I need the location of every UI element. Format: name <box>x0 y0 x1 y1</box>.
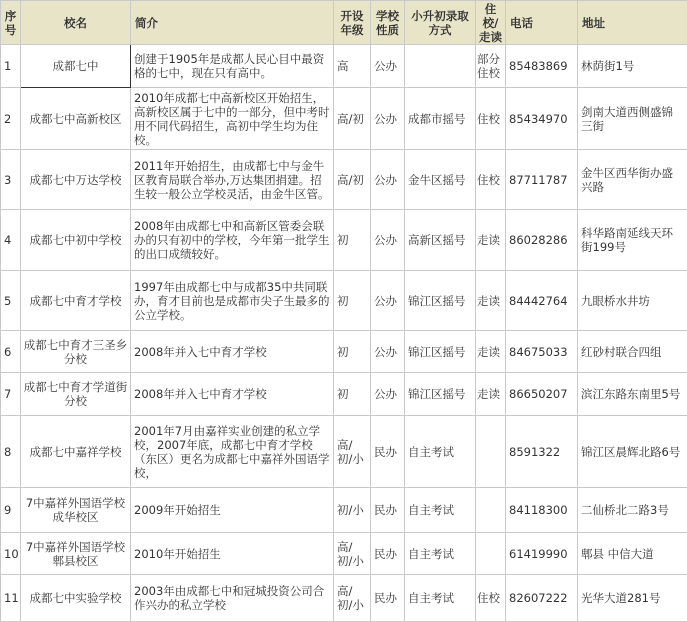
cell-no: 5 <box>1 271 21 331</box>
cell-admission: 自主考试 <box>405 575 476 622</box>
cell-phone: 86028286 <box>506 210 578 271</box>
cell-nature: 民办 <box>371 488 405 533</box>
cell-grade: 高 <box>334 45 371 88</box>
cell-nature: 公办 <box>371 210 405 271</box>
cell-intro: 1997年由成都七中与成都35中共同联办，育才目前也是成都市尖子生最多的公立学校。 <box>131 271 334 331</box>
cell-board: 走读 <box>476 271 506 331</box>
table-row <box>1 331 687 373</box>
cell-address: 郫县 中信大道 <box>578 533 687 575</box>
cell-board: 走读 <box>476 373 506 416</box>
cell-address: 林荫街1号 <box>578 45 687 88</box>
cell-name[interactable]: 成都七中 <box>21 45 131 88</box>
cell-grade: 高/初/小 <box>334 575 371 622</box>
cell-address: 九眼桥水井坊 <box>578 271 687 331</box>
cell-board <box>476 533 506 575</box>
cell-name: 成都七中育才学道街分校 <box>21 373 131 416</box>
cell-no: 2 <box>1 88 21 150</box>
table-row <box>1 373 687 416</box>
cell-nature: 公办 <box>371 373 405 416</box>
cell-admission: 自主考试 <box>405 533 476 575</box>
table-row <box>1 210 687 271</box>
cell-address: 金牛区西华街办盛兴路 <box>578 150 687 210</box>
cell-name: 成都七中实验学校 <box>21 575 131 622</box>
cell-board: 走读 <box>476 331 506 373</box>
cell-intro: 2009年开始招生 <box>131 488 334 533</box>
cell-no: 3 <box>1 150 21 210</box>
cell-phone: 82607222 <box>506 575 578 622</box>
cell-board <box>476 488 506 533</box>
cell-no: 10 <box>1 533 21 575</box>
cell-intro: 2011年开始招生，由成都七中与金牛区教育局联合举办,万达集团捐建。招生较一般公立学校灵活，由金牛区管。 <box>131 150 334 210</box>
table-row <box>1 45 687 88</box>
cell-intro: 2008年由成都七中和高新区管委会联办的只有初中的学校，今年第一批学生的出口成绩较好。 <box>131 210 334 271</box>
cell-name: 成都七中万达学校 <box>21 150 131 210</box>
cell-admission: 锦江区摇号 <box>405 331 476 373</box>
cell-phone: 87711787 <box>506 150 578 210</box>
table-row <box>1 575 687 622</box>
cell-nature: 民办 <box>371 575 405 622</box>
header-name: 校名 <box>21 1 131 45</box>
cell-board: 部分住校 <box>476 45 506 88</box>
cell-grade: 高/初/小 <box>334 533 371 575</box>
header-intro: 简介 <box>131 1 334 45</box>
cell-phone: 61419990 <box>506 533 578 575</box>
cell-intro: 2010年成都七中高新校区开始招生，高新校区属于七中的一部分，但中考时用不同代码招生，高初中学生均为住校。 <box>131 88 334 150</box>
cell-admission: 锦江区摇号 <box>405 373 476 416</box>
cell-admission: 自主考试 <box>405 416 476 488</box>
cell-board: 走读 <box>476 210 506 271</box>
cell-nature: 公办 <box>371 150 405 210</box>
cell-address: 滨江东路东南里5号 <box>578 373 687 416</box>
table-row <box>1 88 687 150</box>
cell-board: 住校 <box>476 88 506 150</box>
cell-no: 7 <box>1 373 21 416</box>
header-grade: 开设年级 <box>334 1 371 45</box>
header-address: 地址 <box>578 1 687 45</box>
cell-address: 剑南大道西侧盛锦三街 <box>578 88 687 150</box>
cell-grade: 初 <box>334 210 371 271</box>
cell-phone: 84675033 <box>506 331 578 373</box>
cell-grade: 初/小 <box>334 488 371 533</box>
cell-name: 成都七中高新校区 <box>21 88 131 150</box>
cell-intro: 创建于1905年是成都人民心目中最资格的七中，现在只有高中。 <box>131 45 334 88</box>
cell-name: 成都七中初中学校 <box>21 210 131 271</box>
cell-no: 11 <box>1 575 21 622</box>
cell-name: 7中嘉祥外国语学校成华校区 <box>21 488 131 533</box>
cell-name: 成都七中嘉祥学校 <box>21 416 131 488</box>
table-row <box>1 271 687 331</box>
cell-admission: 成都市摇号 <box>405 88 476 150</box>
table-row <box>1 150 687 210</box>
cell-intro: 2010年开始招生 <box>131 533 334 575</box>
cell-admission: 自主考试 <box>405 488 476 533</box>
cell-grade: 初 <box>334 271 371 331</box>
cell-no: 8 <box>1 416 21 488</box>
cell-admission: 锦江区摇号 <box>405 271 476 331</box>
table-row <box>1 416 687 488</box>
cell-no: 6 <box>1 331 21 373</box>
cell-no: 4 <box>1 210 21 271</box>
cell-admission: 金牛区摇号 <box>405 150 476 210</box>
cell-grade: 高/初/小 <box>334 416 371 488</box>
cell-nature: 民办 <box>371 416 405 488</box>
cell-phone: 8591322 <box>506 416 578 488</box>
cell-admission: 高新区摇号 <box>405 210 476 271</box>
cell-phone: 84118300 <box>506 488 578 533</box>
cell-intro: 2008年并入七中育才学校 <box>131 331 334 373</box>
cell-phone: 85434970 <box>506 88 578 150</box>
cell-grade: 高/初 <box>334 150 371 210</box>
cell-address: 二仙桥北二路3号 <box>578 488 687 533</box>
cell-name: 成都七中育才学校 <box>21 271 131 331</box>
cell-admission <box>405 45 476 88</box>
cell-nature: 公办 <box>371 88 405 150</box>
cell-address: 红砂村联合四组 <box>578 331 687 373</box>
cell-board: 住校 <box>476 150 506 210</box>
cell-name: 成都七中育才三圣乡分校 <box>21 331 131 373</box>
cell-nature: 民办 <box>371 533 405 575</box>
cell-phone: 85483869 <box>506 45 578 88</box>
cell-board <box>476 416 506 488</box>
cell-grade: 初 <box>334 331 371 373</box>
cell-intro: 2001年7月由嘉祥实业创建的私立学校，2007年底，成都七中育才学校（东区）更名为成都七中嘉祥外国语学校， <box>131 416 334 488</box>
cell-grade: 初 <box>334 373 371 416</box>
table-row <box>1 533 687 575</box>
cell-intro: 2008年并入七中育才学校 <box>131 373 334 416</box>
cell-board: 住校 <box>476 575 506 622</box>
cell-grade: 高/初 <box>334 88 371 150</box>
cell-address: 锦江区晨辉北路6号 <box>578 416 687 488</box>
cell-intro: 2003年由成都七中和冠城投资公司合作兴办的私立学校 <box>131 575 334 622</box>
header-admission: 小升初录取方式 <box>405 1 476 45</box>
cell-address: 光华大道281号 <box>578 575 687 622</box>
header-phone: 电话 <box>506 1 578 45</box>
cell-no: 1 <box>1 45 21 88</box>
cell-nature: 公办 <box>371 45 405 88</box>
cell-address: 科华路南延线天环街199号 <box>578 210 687 271</box>
header-nature: 学校性质 <box>371 1 405 45</box>
header-board: 住校/走读 <box>476 1 506 45</box>
cell-nature: 公办 <box>371 331 405 373</box>
header-row <box>1 1 687 45</box>
cell-no: 9 <box>1 488 21 533</box>
cell-nature: 公办 <box>371 271 405 331</box>
cell-name: 7中嘉祥外国语学校郫县校区 <box>21 533 131 575</box>
table-row <box>1 488 687 533</box>
cell-phone: 84442764 <box>506 271 578 331</box>
header-no: 序号 <box>1 1 21 45</box>
cell-phone: 86650207 <box>506 373 578 416</box>
